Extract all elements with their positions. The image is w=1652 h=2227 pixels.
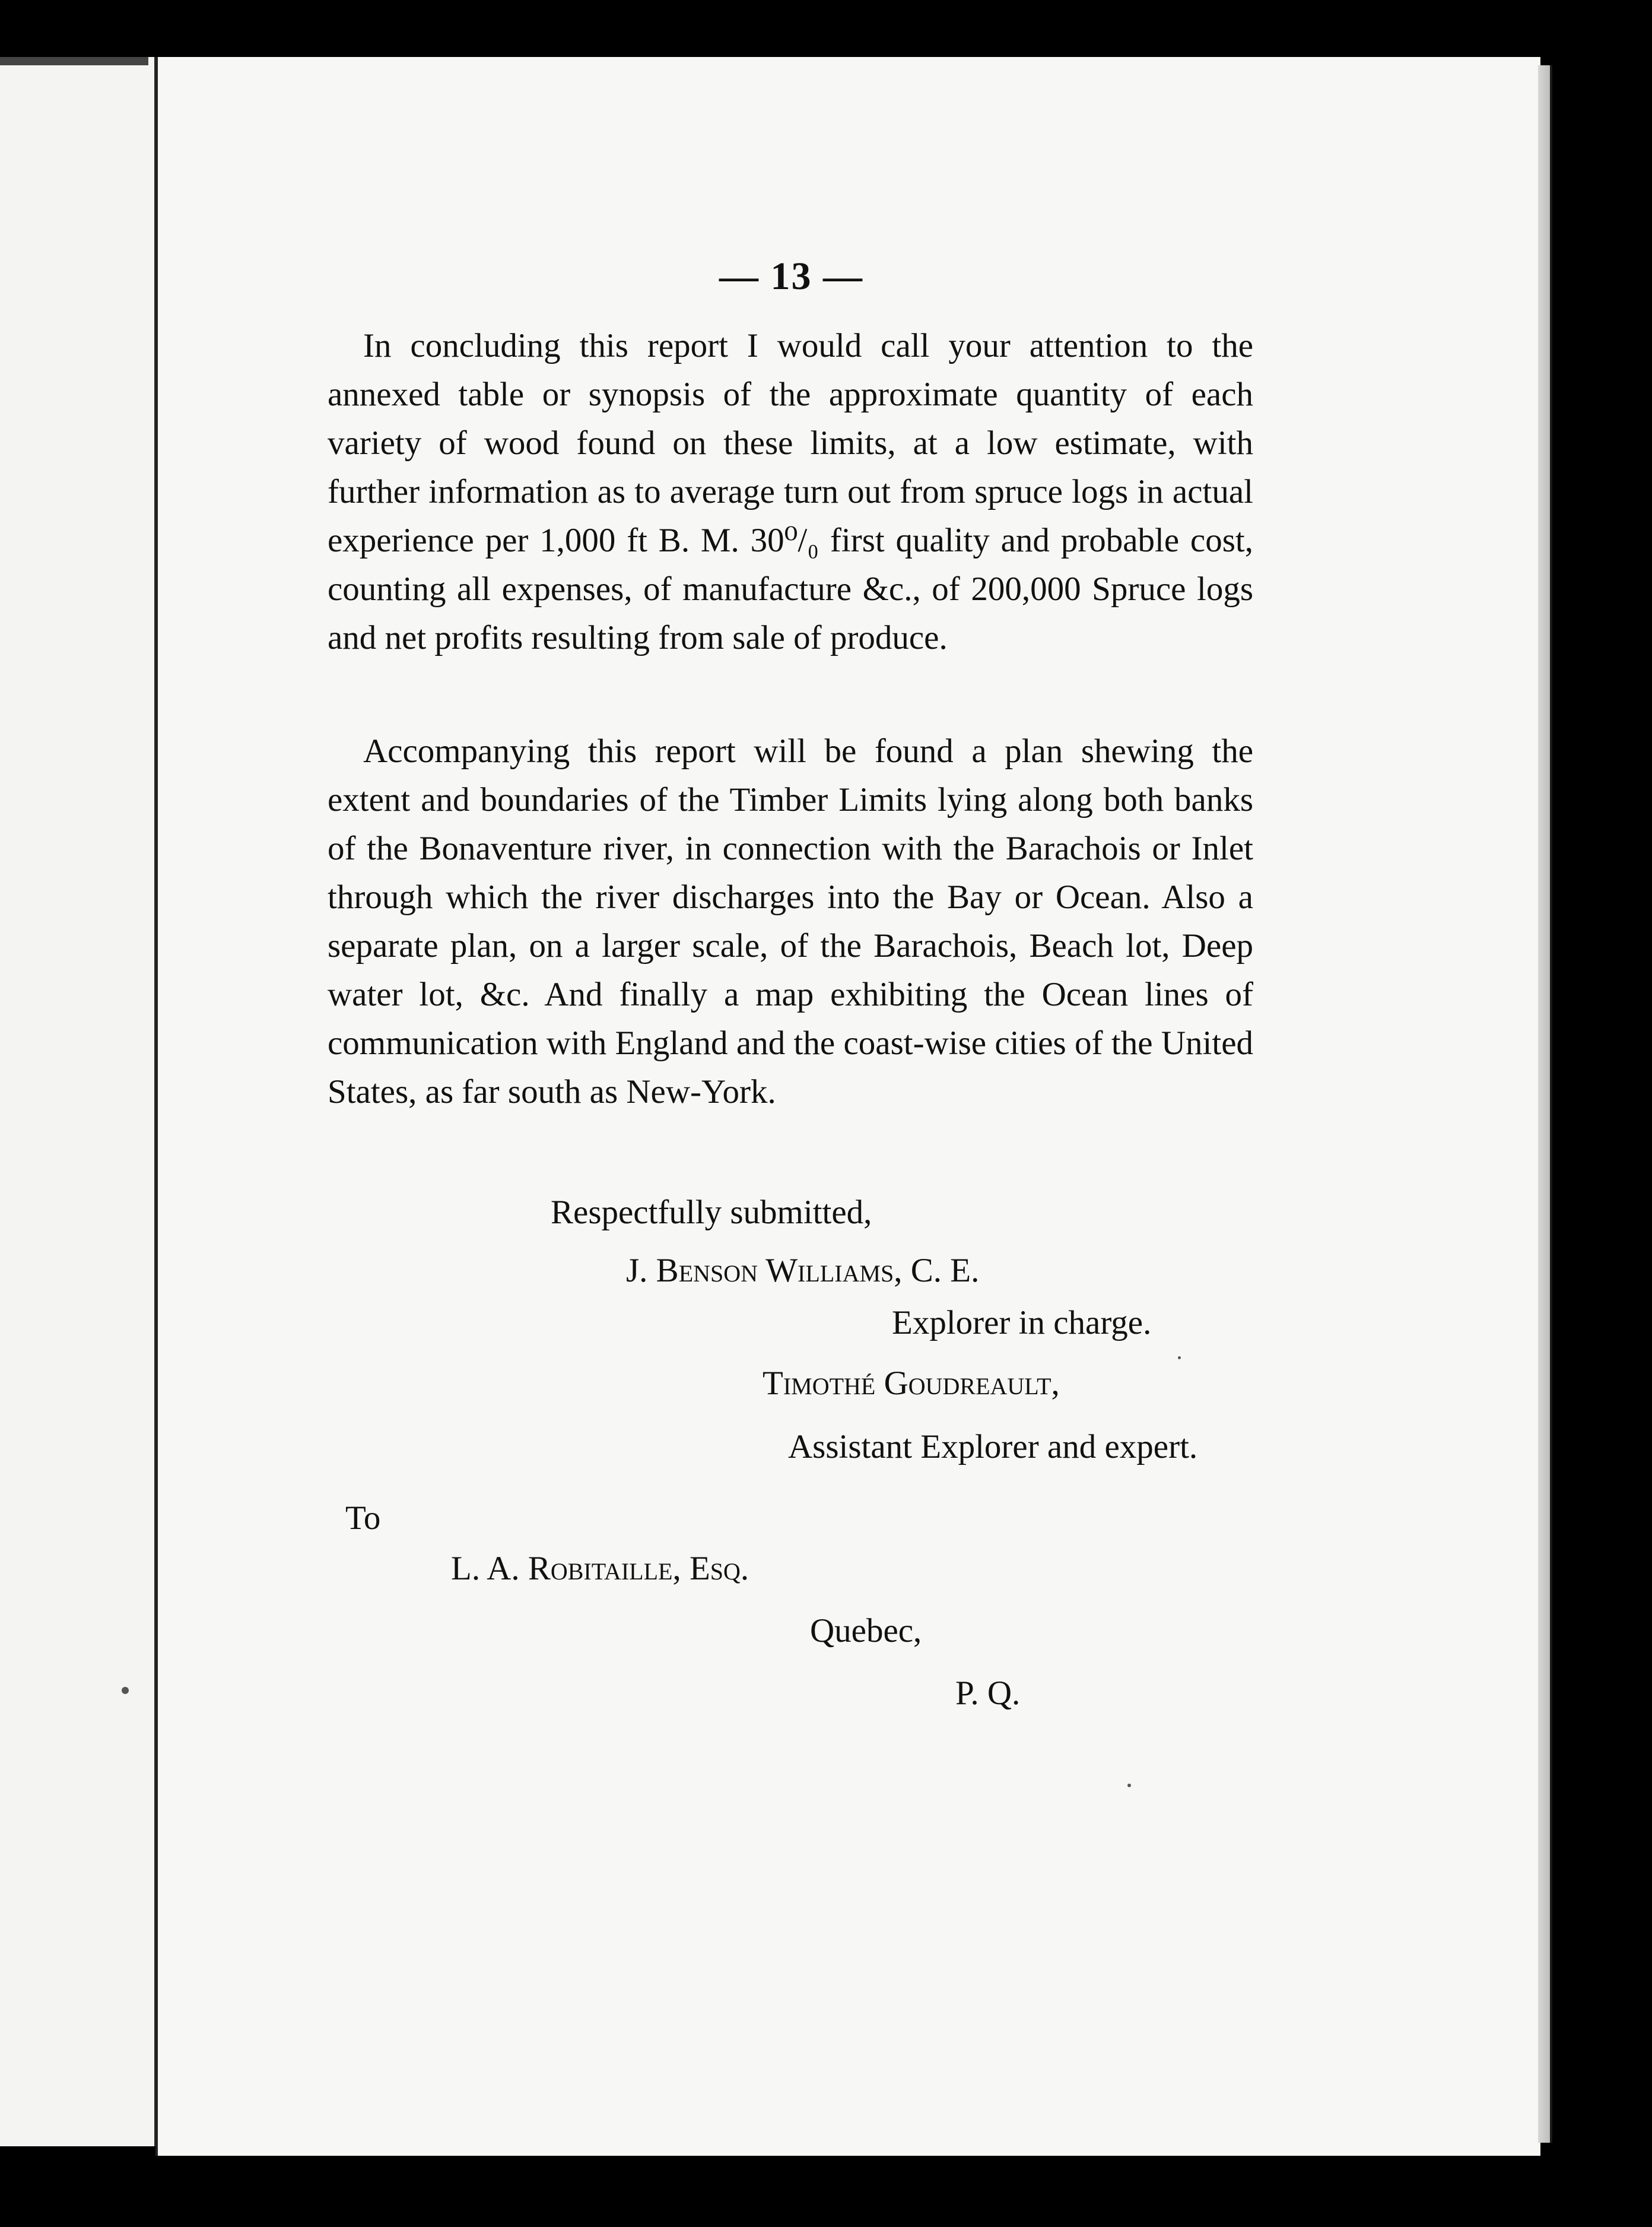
signatory-title-goudreault: Assistant Explorer and expert. [788, 1428, 1198, 1465]
page-fore-edge [1538, 65, 1552, 2143]
page-number: — 13 — [719, 255, 863, 298]
addressee-city: Quebec, [810, 1612, 922, 1649]
paper-speck [1127, 1784, 1131, 1787]
closing-line: Respectfully submitted, [551, 1194, 872, 1231]
paragraph-conclusion: In concluding this report I would call your attention to the annexed table or synopsis of the approximate quantity of each variety of wood found on these limits, at a low estimate, with further information as to average turn out from spruce logs in actual experience per 1,000 ft B. M. 30⁰/₀ first quality and probable cost, counting all expenses, of manufacture &c., of 200,000 Spruce logs and net profits resulting from sale of produce. [328, 327, 1253, 656]
paper-speck [1178, 1356, 1181, 1359]
facing-page-edge [0, 57, 158, 2146]
binding-edge [0, 57, 148, 65]
address-to: To [345, 1499, 381, 1537]
signatory-name-williams: J. Benson Williams, C. E. [626, 1252, 980, 1289]
signatory-name-goudreault: Timothé Goudreault, [763, 1365, 1060, 1402]
addressee-name: L. A. Robitaille, Esq. [451, 1550, 749, 1587]
signatory-title-williams: Explorer in charge. [892, 1304, 1152, 1341]
paragraph-accompanying-plans: Accompanying this report will be found a plan shewing the extent and boundaries of the Timber Limits lying along both banks of the Bonaventure river, in connection with the Barachois or Inlet through which the river discharges into the Bay or Ocean. Also a separate plan, on a larger scale, of the Barachois, Beach lot, Deep water lot, &c. And finally a map exhibiting the Ocean lines of communication with England and the coast-wise cities of the United States, as far south as New-York. [328, 732, 1253, 1111]
paper-speck [122, 1687, 129, 1694]
addressee-province: P. Q. [955, 1674, 1021, 1712]
